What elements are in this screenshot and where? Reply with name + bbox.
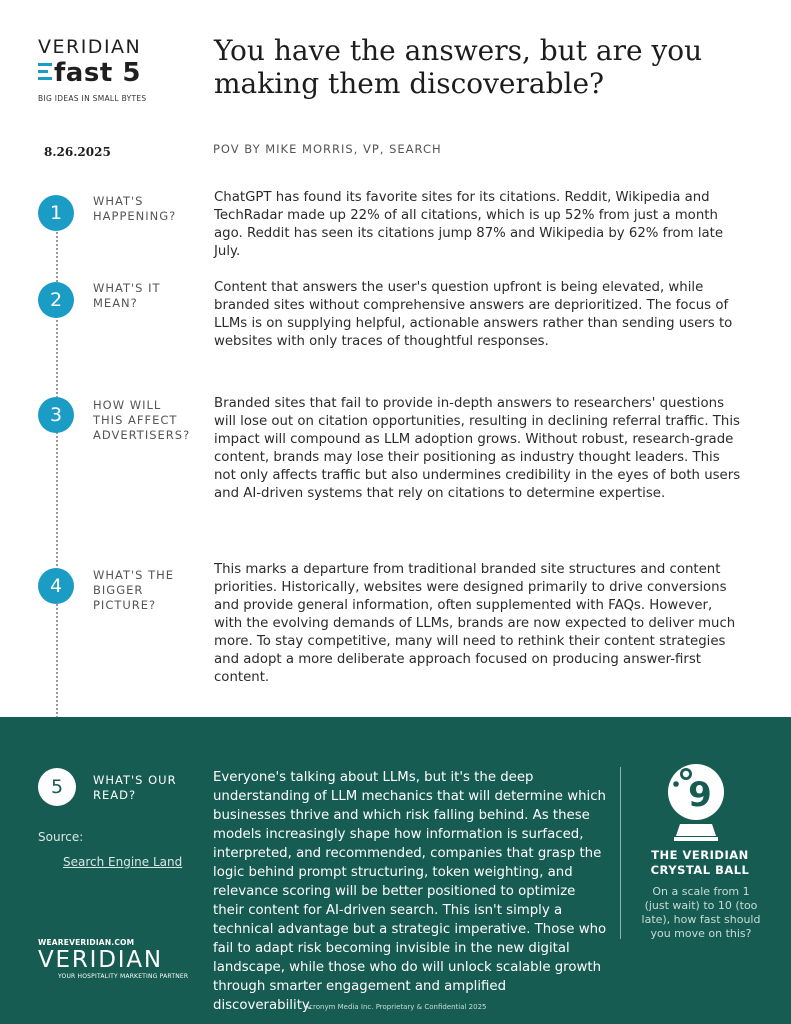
section-5-label: WHAT'S OUR READ? [93,773,177,802]
source-link[interactable]: Search Engine Land [63,855,183,869]
section-4-number: 4 [38,568,74,604]
page-title: You have the answers, but are you making them discoverable? [214,34,703,100]
footer-logo-tagline: YOUR HOSPITALITY MARKETING PARTNER [58,973,189,980]
author-byline: POV BY MIKE MORRIS, VP, SEARCH [213,142,442,156]
section-4-label: WHAT'S THE BIGGER PICTURE? [93,568,175,612]
crystal-ball-number: 9 [688,775,712,815]
section-3-body: Branded sites that fail to provide in-depth answers to researchers' questions will lose out on citation opportunities, resulting in declining referral traffic. This impact will compound as LLM adoption grows. Without robust, research-grade content, brands may lose their positioning as industry thought leaders. This not only affects traffic but also undermines credibility in the eyes of both users and AI-driven systems that rely on citations to determine expertise. [214,396,741,501]
section-1-number: 1 [38,195,74,231]
section-3-number: 3 [38,397,74,433]
brand-logo: VERIDIAN [38,36,142,58]
speed-lines-icon [38,61,52,83]
product-name: fast 5 [54,58,141,88]
section-5-body: Everyone's talking about LLMs, but it's the deep understanding of LLM mechanics that will determine which businesses thrive and which risk falling behind. As these models increasingly shape how information is surfaced, interpreted, and recommended, companies that grasp the logic behind prompt structuring, token weighting, and relevance scoring will be better positioned to optimize their content for AI-driven search. This isn't simply a technical advantage but a strategic imperative. Those who fail to adapt risk becoming invisible in the new digital landscape, while those who do will unlock scalable growth through smarter engagement and amplified discoverability. [213,770,607,1013]
source-label: Source: [38,830,84,844]
section-2-number: 2 [38,282,74,318]
section-4-body: This marks a departure from traditional branded site structures and content priorities. Historically, websites were designed primarily to drive conversions and provide general information, often supplemented with FAQs. However, with the evolving demands of LLMs, brands are now expected to deliver much more. To stay competitive, many will need to rethink their content strategies and adopt a more deliberate approach focused on producing answer-first content. [214,562,736,685]
section-2-label: WHAT'S IT MEAN? [93,281,161,310]
section-1-body: ChatGPT has found its favorite sites for its citations. Reddit, Wikipedia and TechRadar made up 22% of all citations, which is up 52% from just a month ago. Reddit has seen its citations jump 87% and Wikipedia by 62% from late July. [214,190,724,259]
brand-tagline: BIG IDEAS IN SMALL BYTES [38,94,147,103]
section-1-label: WHAT'S HAPPENING? [93,194,177,223]
section-5-number: 5 [38,768,76,806]
crystal-ball-title: THE VERIDIAN CRYSTAL BALL [650,848,750,877]
section-2-body: Content that answers the user's question upfront is being elevated, while branded sites without comprehensive answers are deprioritized. The focus of LLMs is on supplying helpful, actionable answers rather than sending users to websites with only traces of thoughtful responses. [214,280,733,349]
footer-site: WEAREVERIDIAN.COM [38,938,135,947]
section-3-label: HOW WILL THIS AFFECT ADVERTISERS? [93,398,191,442]
fast5-logo [38,58,141,88]
panel-divider [620,767,621,939]
crystal-ball-question: On a scale from 1 (just wait) to 10 (too late), how fast should you move on this? [641,885,761,940]
publish-date: 8.26.2025 [44,145,111,159]
confidential-footer: Acronym Media Inc. Proprietary & Confidential 2025 [304,1003,487,1011]
footer-logo: VERIDIAN [38,947,163,973]
crystal-ball-icon [666,760,726,842]
